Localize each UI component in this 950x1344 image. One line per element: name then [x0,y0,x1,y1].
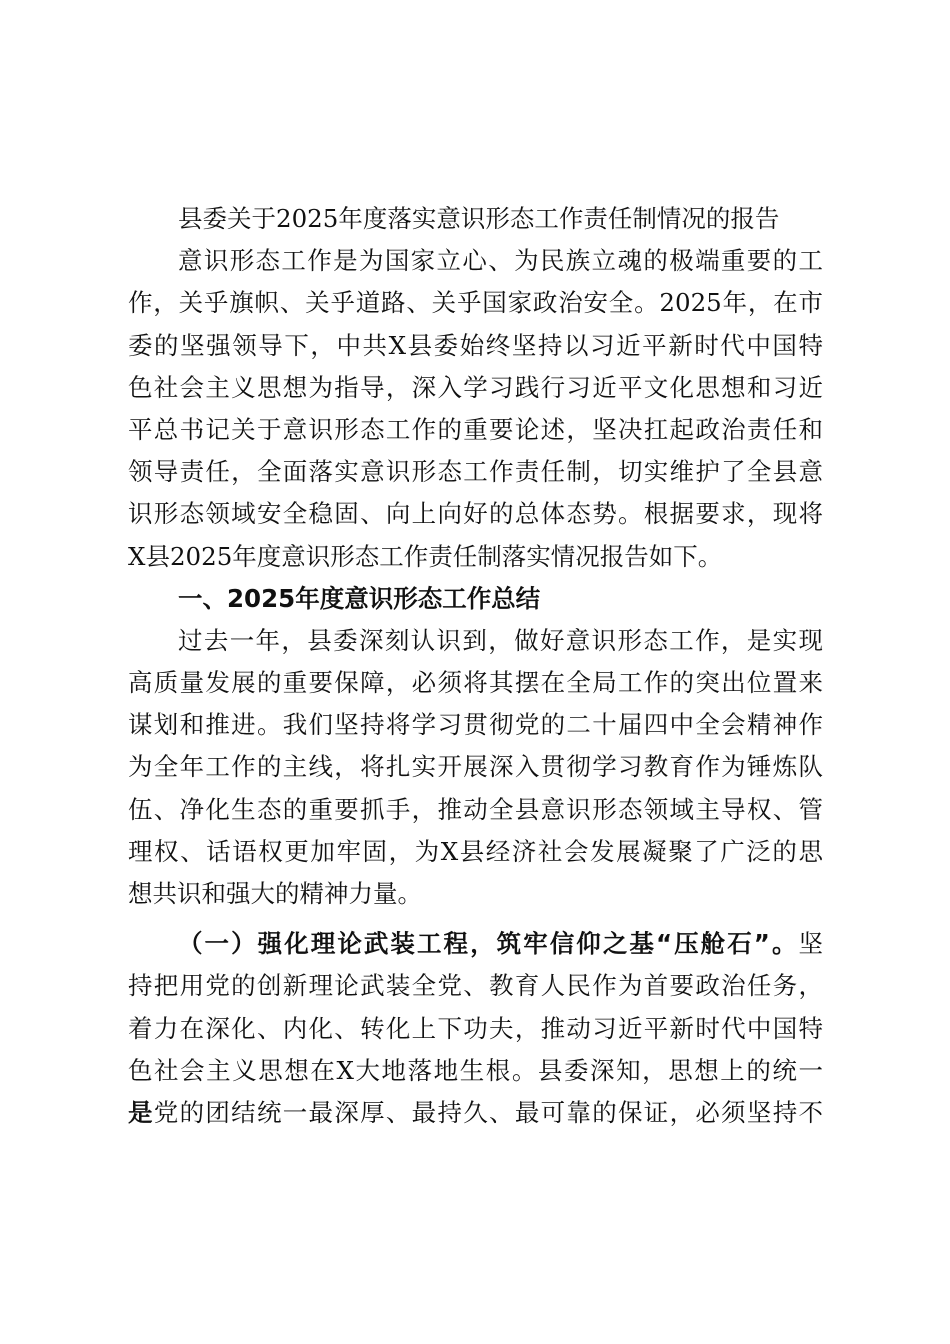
intro-line-1: 意识形态工作是为国家立心、为民族立魂的极端重要的工 [178,246,823,276]
section-1-line-2: 高质量发展的重要保障，必须将其摆在全局工作的突出位置来 [128,668,823,698]
subsection-1-line-5-text: 党的团结统一最深厚、最持久、最可靠的保证，必须坚持不 [153,1097,824,1127]
document-page [128,198,823,1134]
section-1-line-4: 为全年工作的主线，将扎实开展深入贯彻学习教育作为锤炼队 [128,752,823,782]
intro-line-2: 作，关乎旗帜、关乎道路、关乎国家政治安全。2025年，在市 [128,288,823,318]
section-1-line-1: 过去一年，县委深刻认识到，做好意识形态工作，是实现 [178,625,823,655]
intro-line-6: 领导责任，全面落实意识形态工作责任制，切实维护了全县意 [128,457,823,487]
section-1-line-7: 想共识和强大的精神力量。 [128,879,422,908]
subsection-1-first-line [128,923,823,965]
intro-line-3: 委的坚强领导下，中共X县委始终坚持以习近平新时代中国特 [128,330,823,360]
section-1-heading: 一、2025年度意识形态工作总结 [178,583,541,613]
section-1-line-5: 伍、净化生态的重要抓手，推动全县意识形态领域主导权、管 [128,794,823,824]
section-1-line-6: 理权、话语权更加牢固，为X县经济社会发展凝聚了广泛的思 [128,836,823,866]
subsection-1-line-4: 色社会主义思想在X大地落地生根。县委深知，思想上的统一 [128,1055,823,1085]
intro-line-7: 识形态领域安全稳固、向上向好的总体态势。根据要求，现将 [128,499,823,529]
subsection-1-line-3: 着力在深化、内化、转化上下功夫，推动习近平新时代中国特 [128,1013,823,1043]
subsection-1-heading-tail: 坚 [798,929,823,959]
subsection-1-bold-char: 是 [128,1097,154,1127]
document-title: 县委关于2025年度落实意识形态工作责任制情况的报告 [178,204,780,233]
subsection-1-heading: （一）强化理论武装工程，筑牢信仰之基“压舱石”。 [178,929,799,959]
intro-line-4: 色社会主义思想为指导，深入学习践行习近平文化思想和习近 [128,372,823,402]
intro-line-8: X县2025年度意识形态工作责任制落实情况报告如下。 [128,541,723,571]
subsection-1-line-5 [128,1092,823,1134]
intro-line-5: 平总书记关于意识形态工作的重要论述，坚决扛起政治责任和 [128,414,823,444]
subsection-1-line-2: 持把用党的创新理论武装全党、教育人民作为首要政治任务， [128,971,823,1001]
section-1-line-3: 谋划和推进。我们坚持将学习贯彻党的二十届四中全会精神作 [128,710,823,740]
